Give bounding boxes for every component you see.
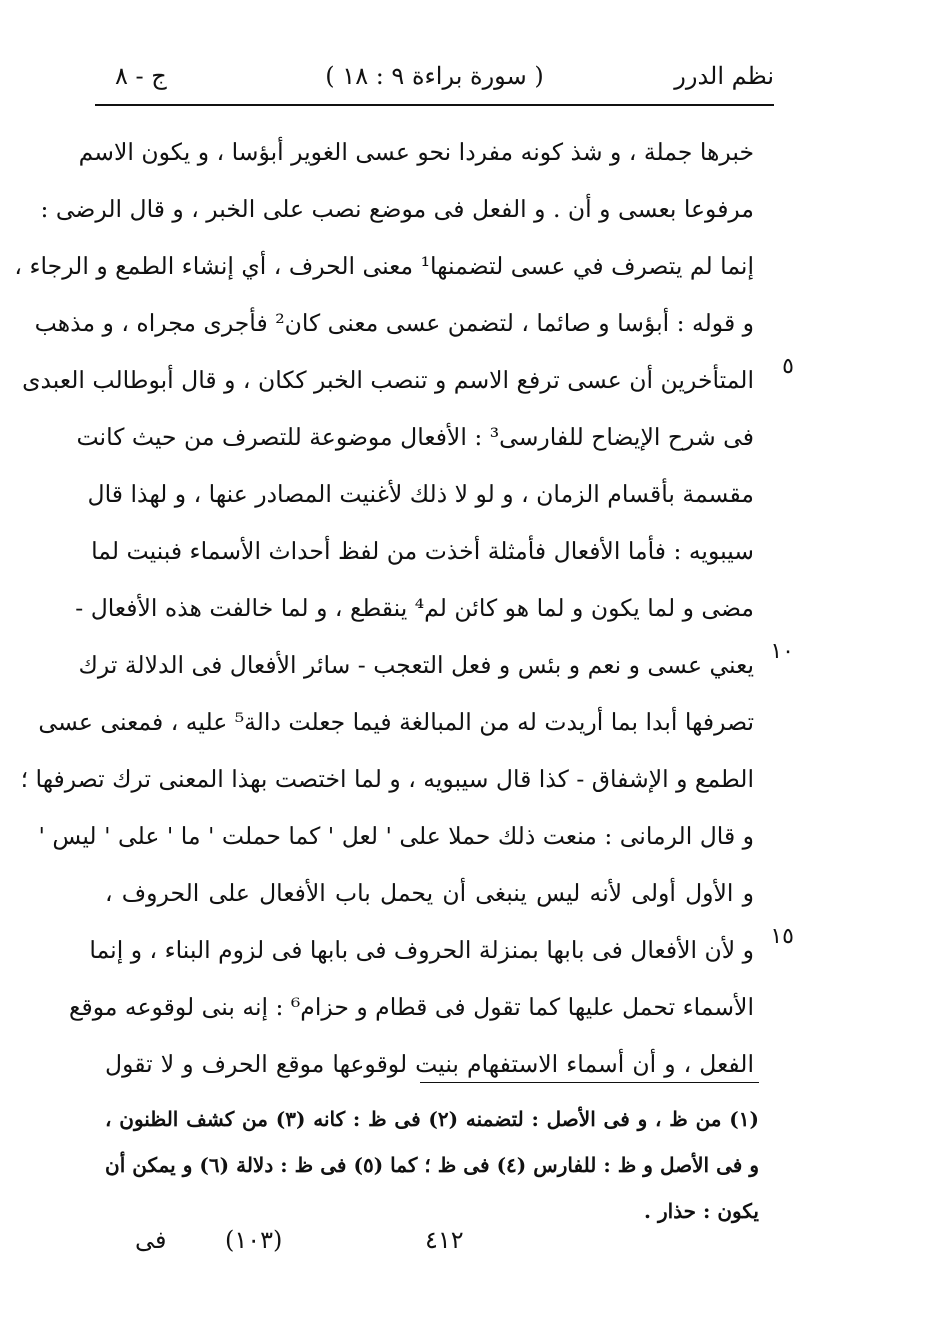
line-number-15: ١٥	[770, 924, 794, 949]
text-line: سيبويه : فأما الأفعال فأمثلة أخذت من لفظ أحداث الأسماء فبنيت لما	[91, 537, 754, 565]
footnote-line: و فى الأصل و ظ : للفارس (٤) فى ظ ؛ كما (٥) فى ظ : دلالة (٦) و يمكن أن	[105, 1153, 759, 1177]
text-line: و لأن الأفعال فى بابها بمنزلة الحروف فى بابها فى لزوم البناء ، و إنما	[89, 936, 754, 964]
header-rule	[95, 104, 774, 106]
footnote-line: (١) من ظ ، و فى الأصل : لتضمنه (٢) فى ظ : كانه (٣) من كشف الظنون ،	[105, 1107, 759, 1131]
surah-reference: ( سورة براءة ٩ : ١٨ )	[325, 62, 544, 90]
line-number-5: ٥	[782, 354, 794, 379]
text-line: الطمع و الإشفاق - كذا قال سيبويه ، و لما اختصت بهذا المعنى ترك تصرفها ؛	[20, 765, 754, 793]
footnotes	[105, 1096, 759, 1234]
text-line: و قوله : أبؤسا و صائما ، لتضمن عسى معنى كان² فأجرى مجراه ، و مذهب	[34, 309, 754, 337]
text-line: و الأول أولى لأنه ليس ينبغى أن يحمل باب الأفعال على الحروف ،	[105, 879, 754, 907]
page-footer	[0, 1226, 934, 1266]
text-line: مرفوعا بعسى و أن . و الفعل فى موضع نصب على الخبر ، و قال الرضى :	[40, 195, 754, 223]
section-number: (١٠٣)	[225, 1226, 283, 1254]
text-line: إنما لم يتصرف في عسى لتضمنها¹ معنى الحرف ، أي إنشاء الطمع و الرجاء ،	[14, 252, 754, 280]
text-line: مضى و لما يكون و لما هو كائن لم⁴ ينقطع ، و لما خالفت هذه الأفعال -	[75, 594, 754, 622]
text-line: و قال الرمانى : منعت ذلك حملا على ' لعل ' كما حملت ' ما ' على ' ليس '	[38, 822, 754, 850]
footnote-line: يكون : حذار .	[644, 1199, 759, 1223]
footnote-rule	[420, 1082, 759, 1083]
book-title: نظم الدرر	[674, 62, 774, 90]
text-line: يعني عسى و نعم و بئس و فعل التعجب - سائر الأفعال فى الدلالة ترك	[78, 651, 754, 679]
text-line: الأسماء تحمل عليها كما تقول فى قطام و حزام⁶ : إنه بنى لوقوعه موقع	[68, 993, 754, 1021]
text-line: خبرها جملة ، و شذ كونه مفردا نحو عسى الغوير أبؤسا ، و يكون الاسم	[78, 138, 754, 166]
text-line: فى شرح الإيضاح للفارسى³ : الأفعال موضوعة للتصرف من حيث كانت	[76, 423, 754, 451]
page-number: ٤١٢	[425, 1226, 464, 1254]
text-line: تصرفها أبدا بما أريدت له من المبالغة فيما جعلت دالة⁵ عليه ، فمعنى عسى	[38, 708, 754, 736]
line-number-10: ١٠	[770, 639, 794, 664]
text-line: المتأخرين أن عسى ترفع الاسم و تنصب الخبر ككان ، و قال أبوطالب العبدى	[22, 366, 754, 394]
text-line: مقسمة بأقسام الزمان ، و لو لا ذلك لأغنيت المصادر عنها ، و لهذا قال	[87, 480, 754, 508]
text-line: الفعل ، و أن أسماء الاستفهام بنيت لوقوعها موقع الحرف و لا تقول	[105, 1050, 754, 1078]
main-text	[14, 124, 754, 1093]
volume-number: ج - ٨	[115, 62, 167, 90]
page-header	[95, 58, 774, 98]
catchword: فى	[135, 1226, 167, 1254]
